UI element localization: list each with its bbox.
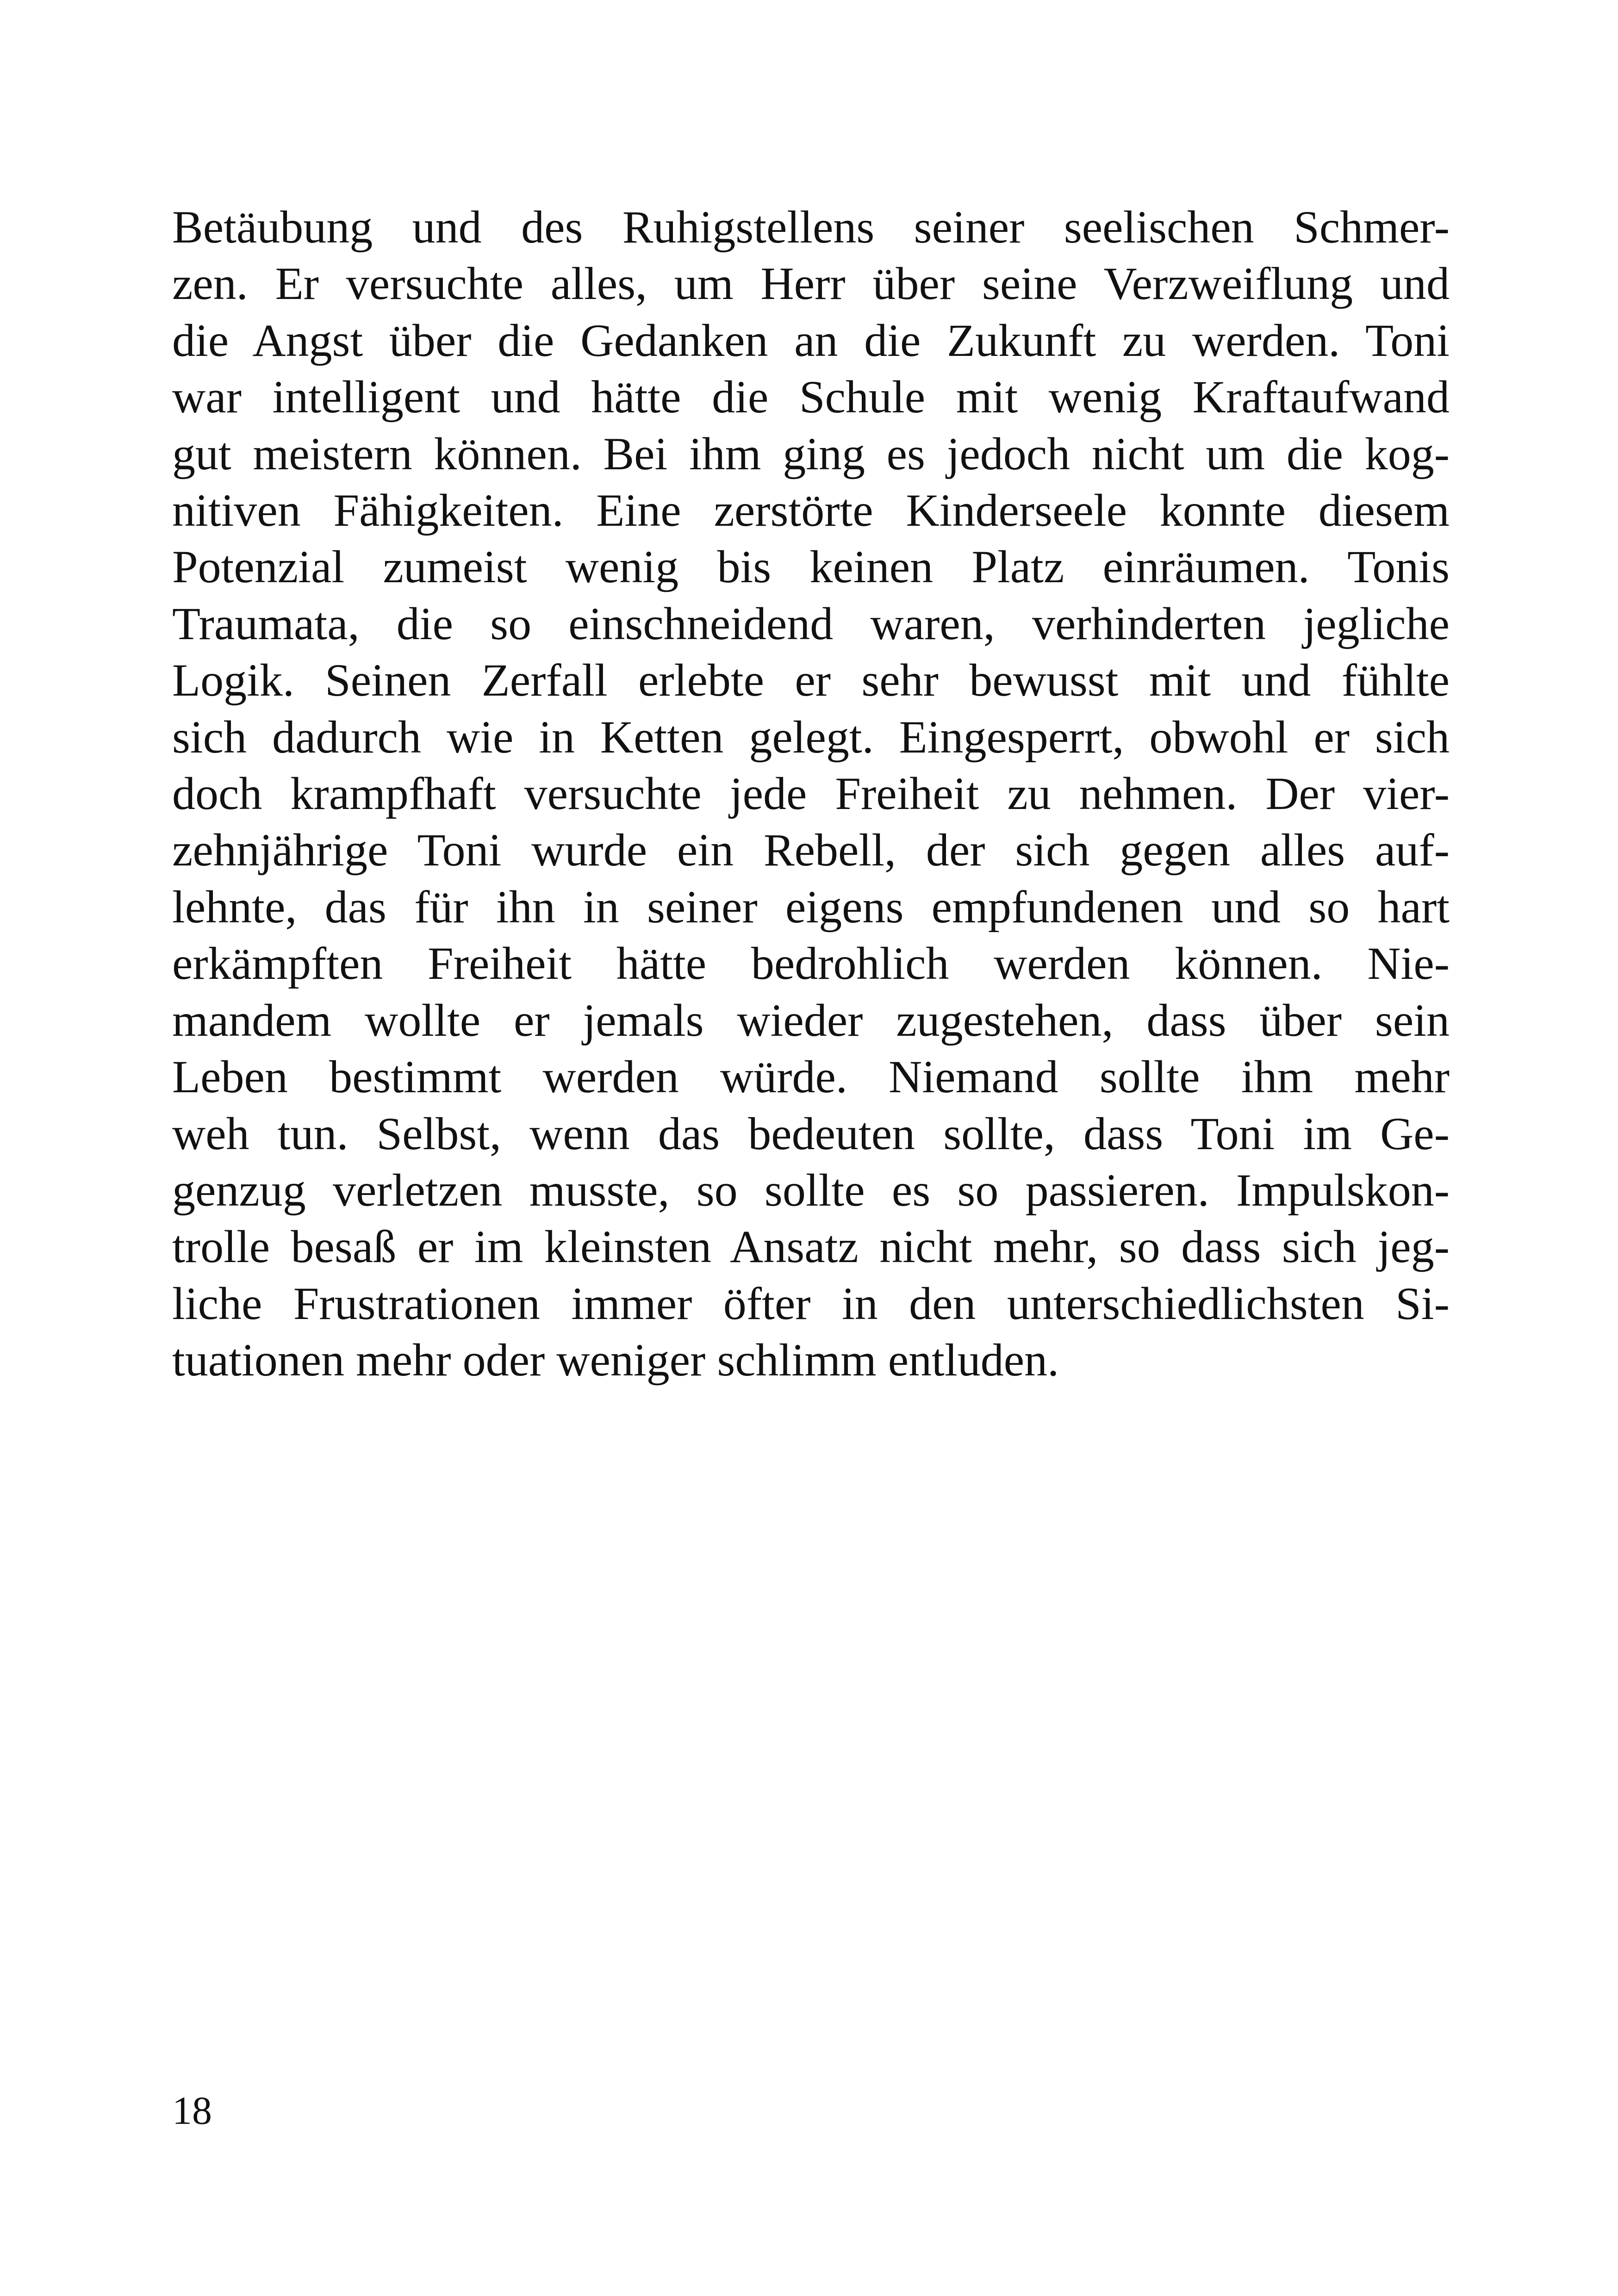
text-line: genzug verletzen musste, so sollte es so passieren. Impulskon- — [172, 1164, 1450, 1216]
text-line: erkämpften Freiheit hätte bedrohlich werden können. Nie- — [172, 938, 1450, 989]
text-line: Betäubung und des Ruhigstellens seiner seelischen Schmer- — [172, 201, 1450, 253]
text-line: weh tun. Selbst, wenn das bedeuten sollte, dass Toni im Ge- — [172, 1108, 1450, 1159]
text-line: gut meistern können. Bei ihm ging es jedoch nicht um die kog- — [172, 428, 1450, 479]
text-line: die Angst über die Gedanken an die Zukunft zu werden. Toni — [172, 314, 1450, 366]
text-line: sich dadurch wie in Ketten gelegt. Eingesperrt, obwohl er sich — [172, 711, 1450, 763]
text-line: Logik. Seinen Zerfall erlebte er sehr bewusst mit und fühlte — [172, 654, 1450, 706]
text-line: lehnte, das für ihn in seiner eigens empfundenen und so hart — [172, 881, 1450, 933]
text-line: doch krampfhaft versuchte jede Freiheit zu nehmen. Der vier- — [172, 768, 1450, 820]
text-line: nitiven Fähigkeiten. Eine zerstörte Kinderseele konnte diesem — [172, 485, 1450, 536]
text-line: zen. Er versuchte alles, um Herr über seine Verzweiflung und — [172, 258, 1450, 310]
page-number: 18 — [172, 2088, 212, 2133]
text-line: Potenzial zumeist wenig bis keinen Platz einräumen. Tonis — [172, 541, 1450, 593]
text-line: tuationen mehr oder weniger schlimm entluden. — [172, 1334, 1059, 1386]
text-line: liche Frustrationen immer öfter in den unterschiedlichsten Si- — [172, 1277, 1450, 1329]
text-line: Traumata, die so einschneidend waren, verhinderten jegliche — [172, 597, 1450, 649]
body-text — [172, 199, 1450, 1389]
text-line: zehnjährige Toni wurde ein Rebell, der sich gegen alles auf- — [172, 824, 1450, 876]
text-line: trolle besaß er im kleinsten Ansatz nicht mehr, so dass sich jeg- — [172, 1221, 1450, 1273]
text-line: war intelligent und hätte die Schule mit wenig Kraftaufwand — [172, 371, 1450, 423]
text-line: Leben bestimmt werden würde. Niemand sollte ihm mehr — [172, 1051, 1450, 1103]
text-line: mandem wollte er jemals wieder zugestehen, dass über sein — [172, 994, 1450, 1046]
